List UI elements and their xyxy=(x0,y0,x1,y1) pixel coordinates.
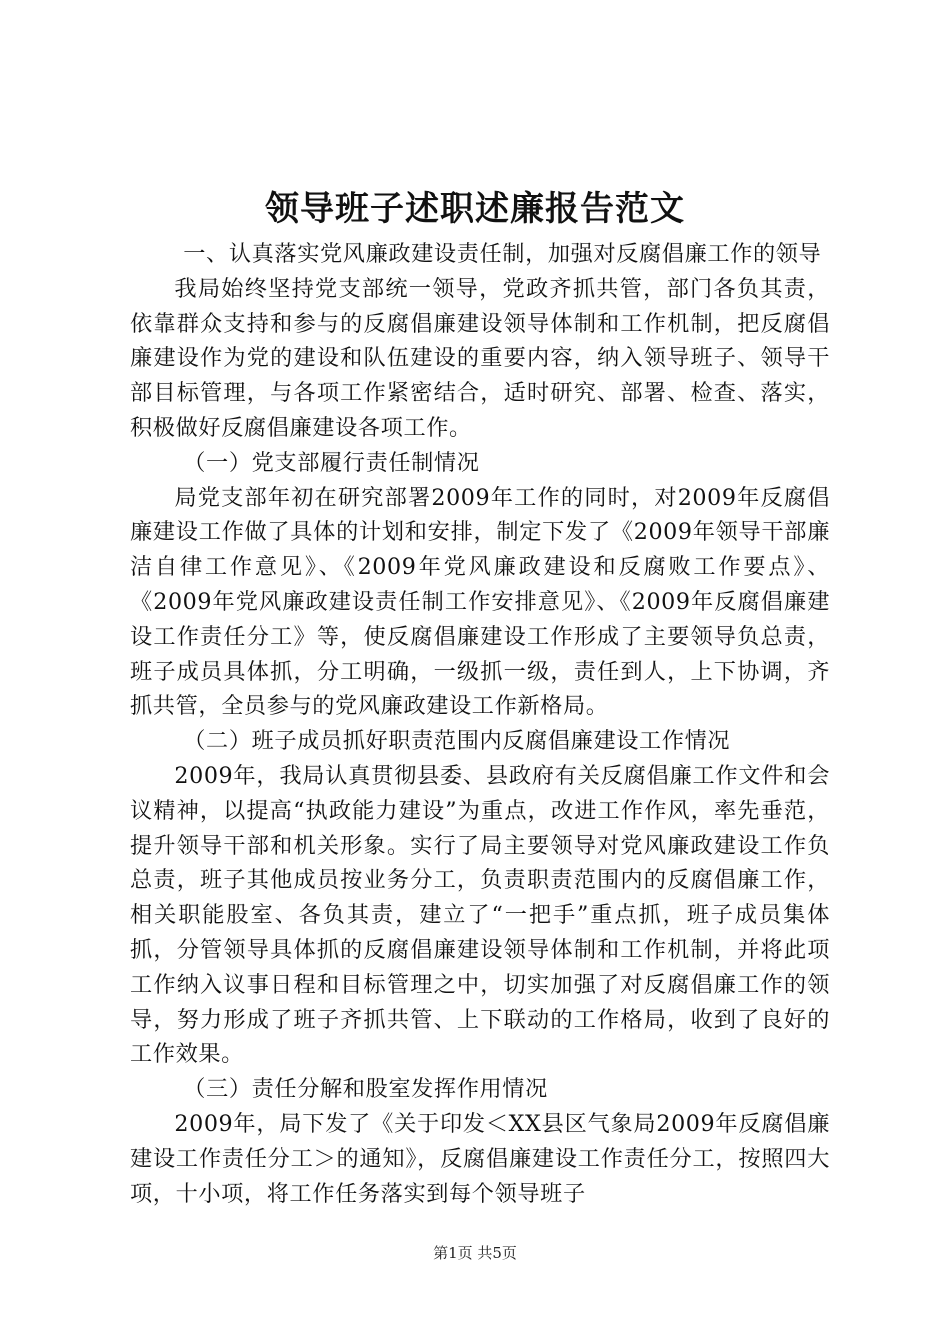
body-paragraph-4: 2009年，局下发了《关于印发＜XX县区气象局2009年反腐倡廉建设工作责任分工＞的通知》，反腐倡廉建设工作责任分工，按照四大项，十小项，将工作任务落实到每个领导班子 xyxy=(130,1110,830,1207)
document-body xyxy=(130,237,830,1211)
section-heading-1: 一、认真落实党风廉政建设责任制，加强对反腐倡廉工作的领导 xyxy=(183,241,822,267)
subsection-heading-1: （一）党支部履行责任制情况 xyxy=(183,449,480,476)
document-title: 领导班子述职述廉报告范文 xyxy=(265,189,685,229)
subsection-heading-3: （三）责任分解和股室发挥作用情况 xyxy=(183,1076,548,1103)
page-footer: 第1页 共5页 xyxy=(433,1244,517,1262)
body-paragraph-1: 我局始终坚持党支部统一领导，党政齐抓共管，部门各负其责，依靠群众支持和参与的反腐倡廉建设领导体制和工作机制，把反腐倡廉建设作为党的建设和队伍建设的重要内容，纳入领导班子、领导干部目标管理，与各项工作紧密结合，适时研究、部署、检查、落实，积极做好反腐倡廉建设各项工作。 xyxy=(130,275,830,441)
body-paragraph-2: 局党支部年初在研究部署2009年工作的同时，对2009年反腐倡廉建设工作做了具体的计划和安排，制定下发了《2009年领导干部廉洁自律工作意见》、《2009年党风廉政建设和反腐败工作要点》、《2009年党风廉政建设责任制工作安排意见》、《2009年反腐倡廉建设工作责任分工》等，使反腐倡廉建设工作形成了主要领导负总责，班子成员具体抓，分工明确，一级抓一级，责任到人，上下协调，齐抓共管，全员参与的党风廉政建设工作新格局。 xyxy=(130,484,830,720)
subsection-heading-2: （二）班子成员抓好职责范围内反腐倡廉建设工作情况 xyxy=(183,728,731,755)
body-paragraph-3: 2009年，我局认真贯彻县委、县政府有关反腐倡廉工作文件和会议精神，以提高“执政能力建设”为重点，改进工作作风，率先垂范，提升领导干部和机关形象。实行了局主要领导对党风廉政建设工作负总责，班子其他成员按业务分工，负责职责范围内的反腐倡廉工作，相关职能股室、各负其责，建立了“一把手”重点抓，班子成员集体抓，分管领导具体抓的反腐倡廉建设领导体制和工作机制，并将此项工作纳入议事日程和目标管理之中，切实加强了对反腐倡廉工作的领导，努力形成了班子齐抓共管、上下联动的工作格局，收到了良好的工作效果。 xyxy=(130,762,830,1068)
